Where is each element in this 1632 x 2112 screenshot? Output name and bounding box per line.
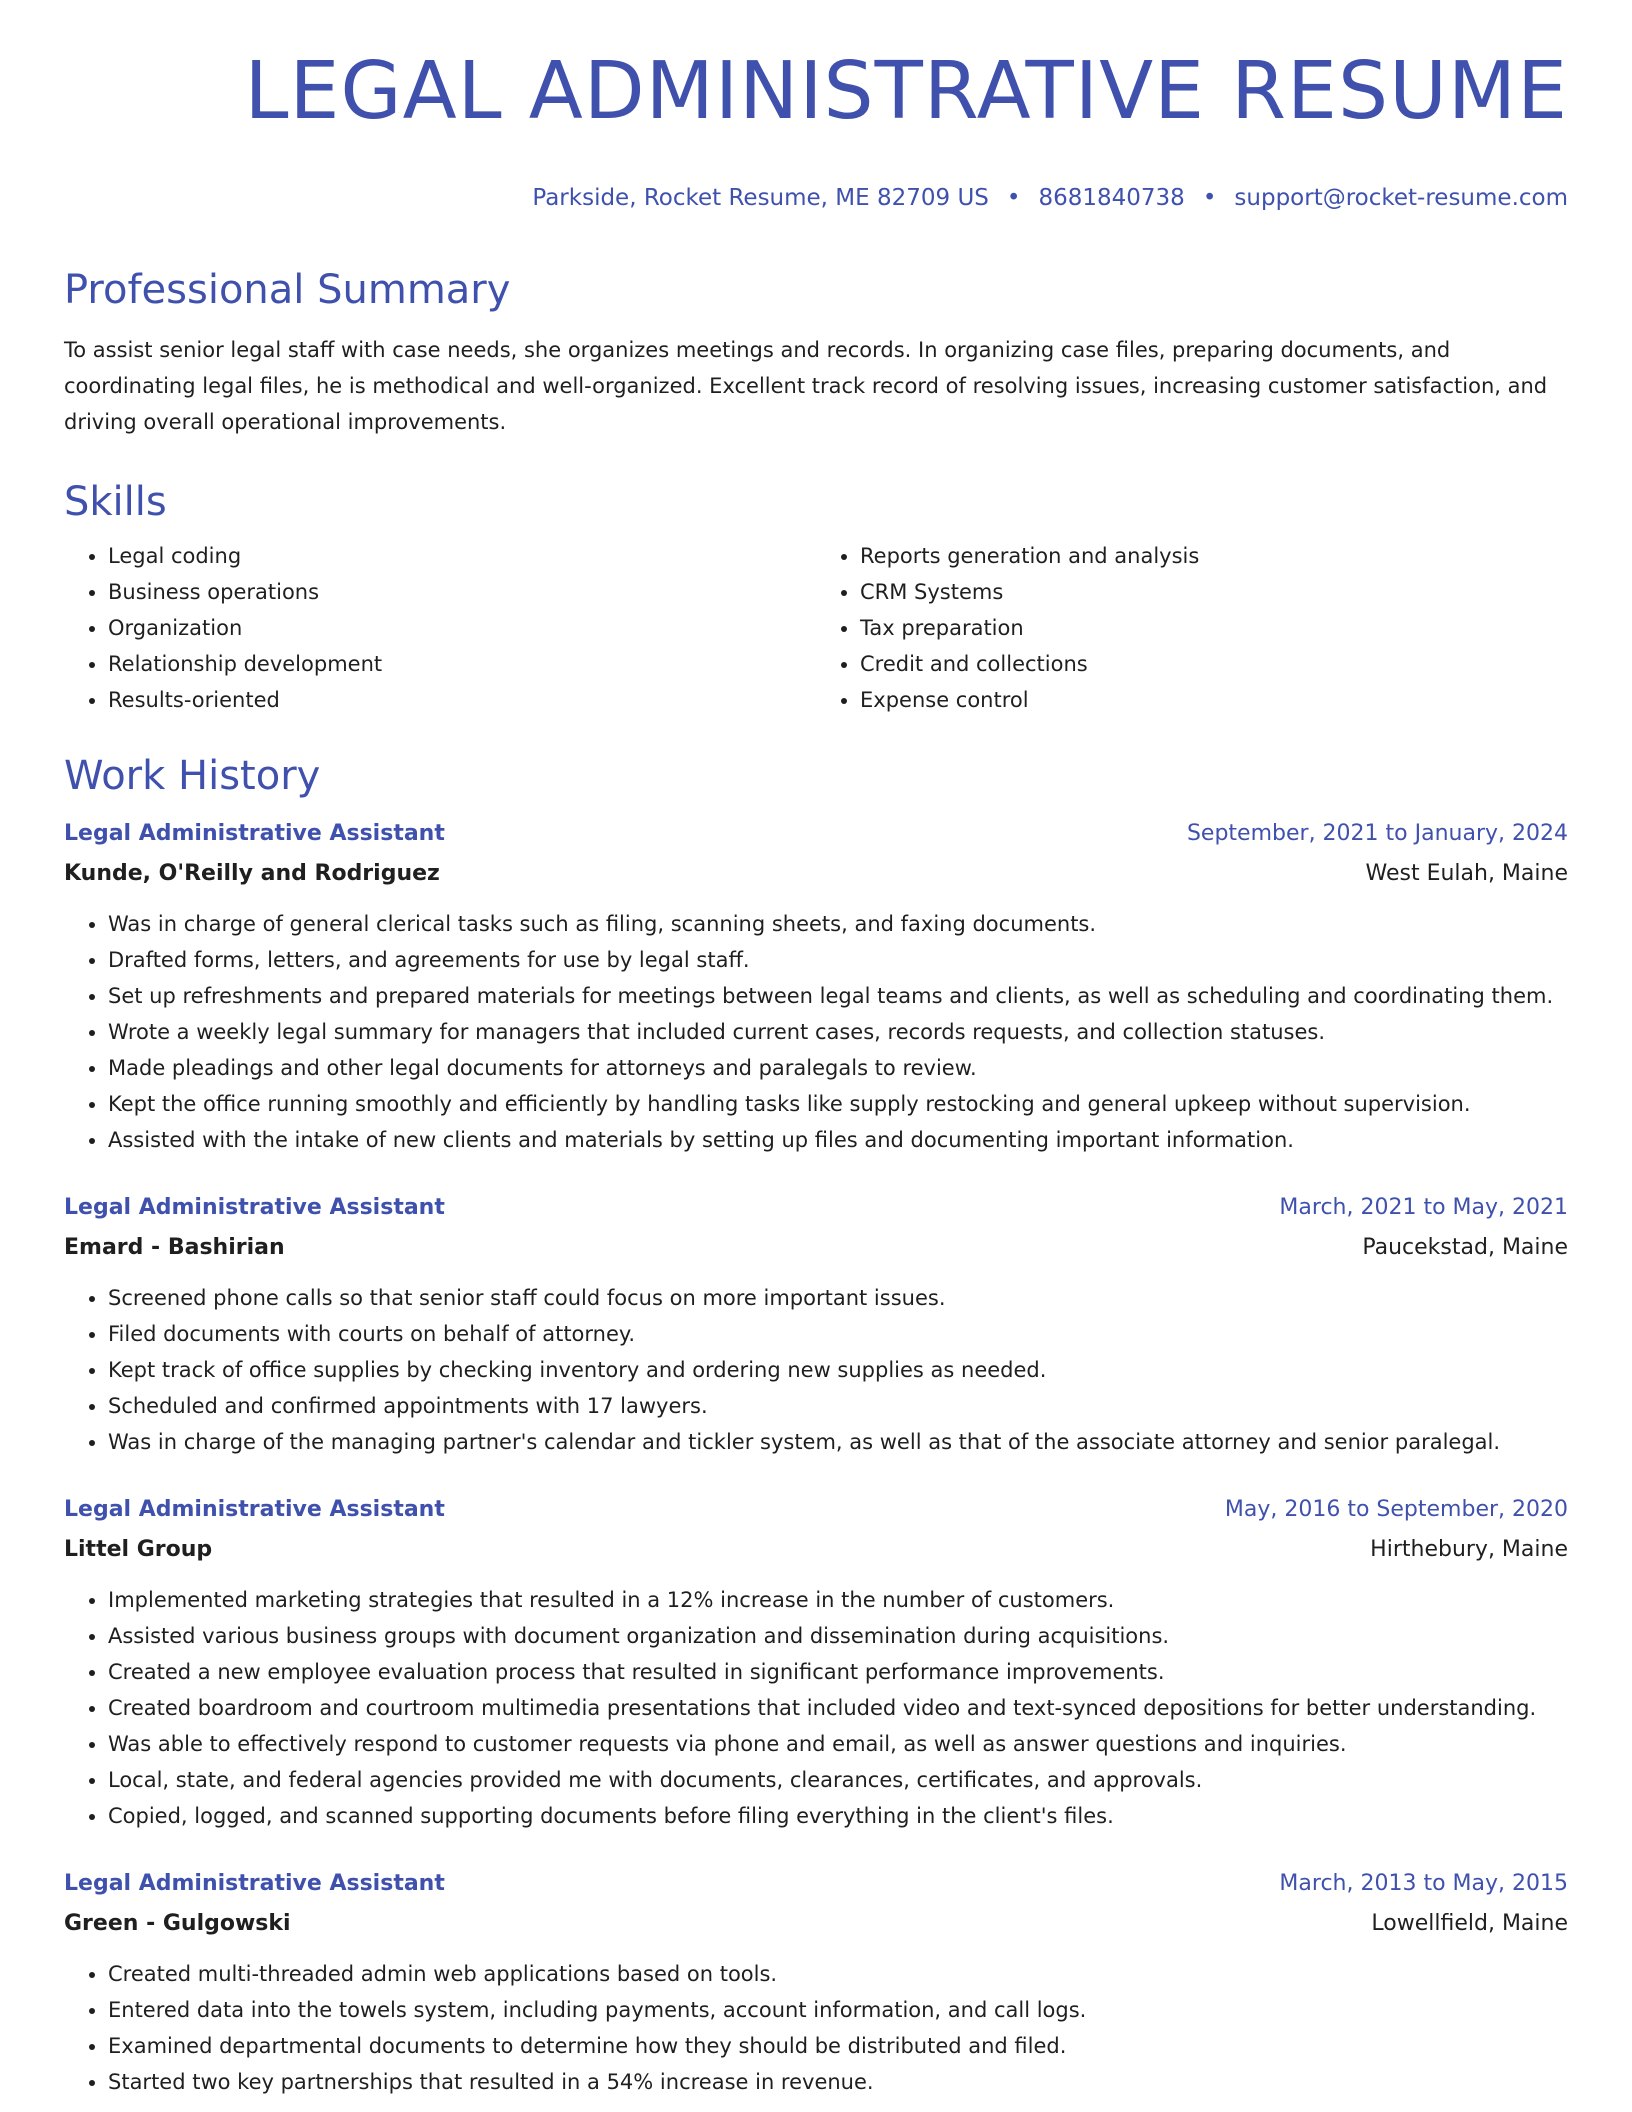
job-title: Legal Administrative Assistant [64,1195,445,1220]
work-history-section [64,744,1568,2100]
job-bullet: • Copied, logged, and scanned supporting documents before filing everything in the client's files. [108,1798,1568,1834]
skill-item: • Credit and collections [860,646,1568,682]
job-bullet: • Scheduled and confirmed appointments with 17 lawyers. [108,1388,1568,1424]
summary-heading: Professional Summary [64,267,511,313]
resume-body [64,258,1568,2100]
job-title-row [64,814,1568,854]
job-bullet: • Was in charge of general clerical tasks such as filing, scanning sheets, and faxing documents. [108,906,1568,942]
work-history-heading: Work History [64,753,321,799]
job-entry [64,1864,1568,2100]
job-title: Legal Administrative Assistant [64,1497,445,1522]
job-company: Emard - Bashirian [64,1235,285,1260]
job-bullet: • Was able to effectively respond to customer requests via phone and email, as well as answer questions and inquiries. [108,1726,1568,1762]
job-entry [64,1188,1568,1460]
job-company-row [64,1228,1568,1268]
skill-item: • Tax preparation [860,610,1568,646]
job-dates: March, 2013 to May, 2015 [1279,1871,1568,1896]
job-company-row [64,1530,1568,1570]
job-bullet: • Examined departmental documents to determine how they should be distributed and filed. [108,2028,1568,2064]
job-title-row [64,1490,1568,1530]
job-entry [64,814,1568,1158]
job-entry [64,1490,1568,1834]
job-bullet: • Assisted various business groups with document organization and dissemination during acquisitions. [108,1618,1568,1654]
job-bullets [64,1956,1568,2100]
job-bullet: • Local, state, and federal agencies provided me with documents, clearances, certificates, and approvals. [108,1762,1568,1798]
summary-section [64,258,1568,440]
job-location: West Eulah, Maine [1365,861,1568,886]
job-company: Green - Gulgowski [64,1911,291,1936]
job-bullet: • Entered data into the towels system, including payments, account information, and call logs. [108,1992,1568,2028]
job-bullet: • Created multi-threaded admin web applications based on tools. [108,1956,1568,1992]
job-bullets [64,1582,1568,1834]
job-bullet: • Set up refreshments and prepared materials for meetings between legal teams and clients, as well as scheduling and coordinating them. [108,978,1568,1014]
job-company-row [64,1904,1568,1944]
job-title: Legal Administrative Assistant [64,1871,445,1896]
job-dates: September, 2021 to January, 2024 [1186,821,1568,846]
job-bullet: • Filed documents with courts on behalf of attorney. [108,1316,1568,1352]
contact-separator: • [1006,185,1021,211]
job-bullet: • Assisted with the intake of new clients and materials by setting up files and documenting important information. [108,1122,1568,1158]
job-bullet: • Drafted forms, letters, and agreements for use by legal staff. [108,942,1568,978]
contact-phone: 8681840738 [1038,185,1185,211]
job-bullet: • Created a new employee evaluation process that resulted in significant performance improvements. [108,1654,1568,1690]
job-bullet: • Was in charge of the managing partner's calendar and tickler system, as well as that of the associate attorney and senior paralegal. [108,1424,1568,1460]
job-dates: March, 2021 to May, 2021 [1279,1195,1568,1220]
job-location: Paucekstad, Maine [1362,1235,1568,1260]
summary-text: To assist senior legal staff with case needs, she organizes meetings and records. In organizing case files, preparing documents, and coordinating legal files, he is methodical and well-organized. Excellent track record of resolving issues, increasing customer satisfaction, and driving overall operational improvements. [64,338,1548,434]
job-bullet: • Kept the office running smoothly and efficiently by handling tasks like supply restocking and general upkeep without supervision. [108,1086,1568,1122]
job-location: Lowellfield, Maine [1371,1911,1568,1936]
job-company: Kunde, O'Reilly and Rodriguez [64,861,440,886]
contact-line [532,180,1568,216]
job-bullet: • Created boardroom and courtroom multimedia presentations that included video and text-synced depositions for better understanding. [108,1690,1568,1726]
job-title-row [64,1188,1568,1228]
job-bullet: • Kept track of office supplies by checking inventory and ordering new supplies as needed. [108,1352,1568,1388]
job-bullet: • Screened phone calls so that senior staff could focus on more important issues. [108,1280,1568,1316]
skills-columns [64,538,1568,718]
skill-item: • Business operations [108,574,816,610]
skills-list-left [64,538,816,718]
contact-address: Parkside, Rocket Resume, ME 82709 US [532,185,989,211]
job-bullet: • Wrote a weekly legal summary for managers that included current cases, records requests, and collection statuses. [108,1014,1568,1050]
resume-title: LEGAL ADMINISTRATIVE RESUME [244,45,1568,137]
job-bullets [64,906,1568,1158]
job-bullet: • Made pleadings and other legal documents for attorneys and paralegals to review. [108,1050,1568,1086]
skills-section [64,470,1568,718]
contact-email[interactable]: support@rocket-resume.com [1234,185,1568,211]
job-bullet: • Started two key partnerships that resulted in a 54% increase in revenue. [108,2064,1568,2100]
job-dates: May, 2016 to September, 2020 [1224,1497,1568,1522]
skill-item: • Organization [108,610,816,646]
skills-list-right [816,538,1568,718]
contact-separator: • [1202,185,1217,211]
skill-item: • Legal coding [108,538,816,574]
skill-item: • CRM Systems [860,574,1568,610]
skill-item: • Expense control [860,682,1568,718]
skill-item: • Results-oriented [108,682,816,718]
job-bullet: • Implemented marketing strategies that resulted in a 12% increase in the number of customers. [108,1582,1568,1618]
job-company: Littel Group [64,1537,213,1562]
job-location: Hirthebury, Maine [1370,1537,1568,1562]
job-title: Legal Administrative Assistant [64,821,445,846]
job-bullets [64,1280,1568,1460]
skill-item: • Relationship development [108,646,816,682]
skills-heading: Skills [64,479,167,525]
skill-item: • Reports generation and analysis [860,538,1568,574]
job-company-row [64,854,1568,894]
job-title-row [64,1864,1568,1904]
